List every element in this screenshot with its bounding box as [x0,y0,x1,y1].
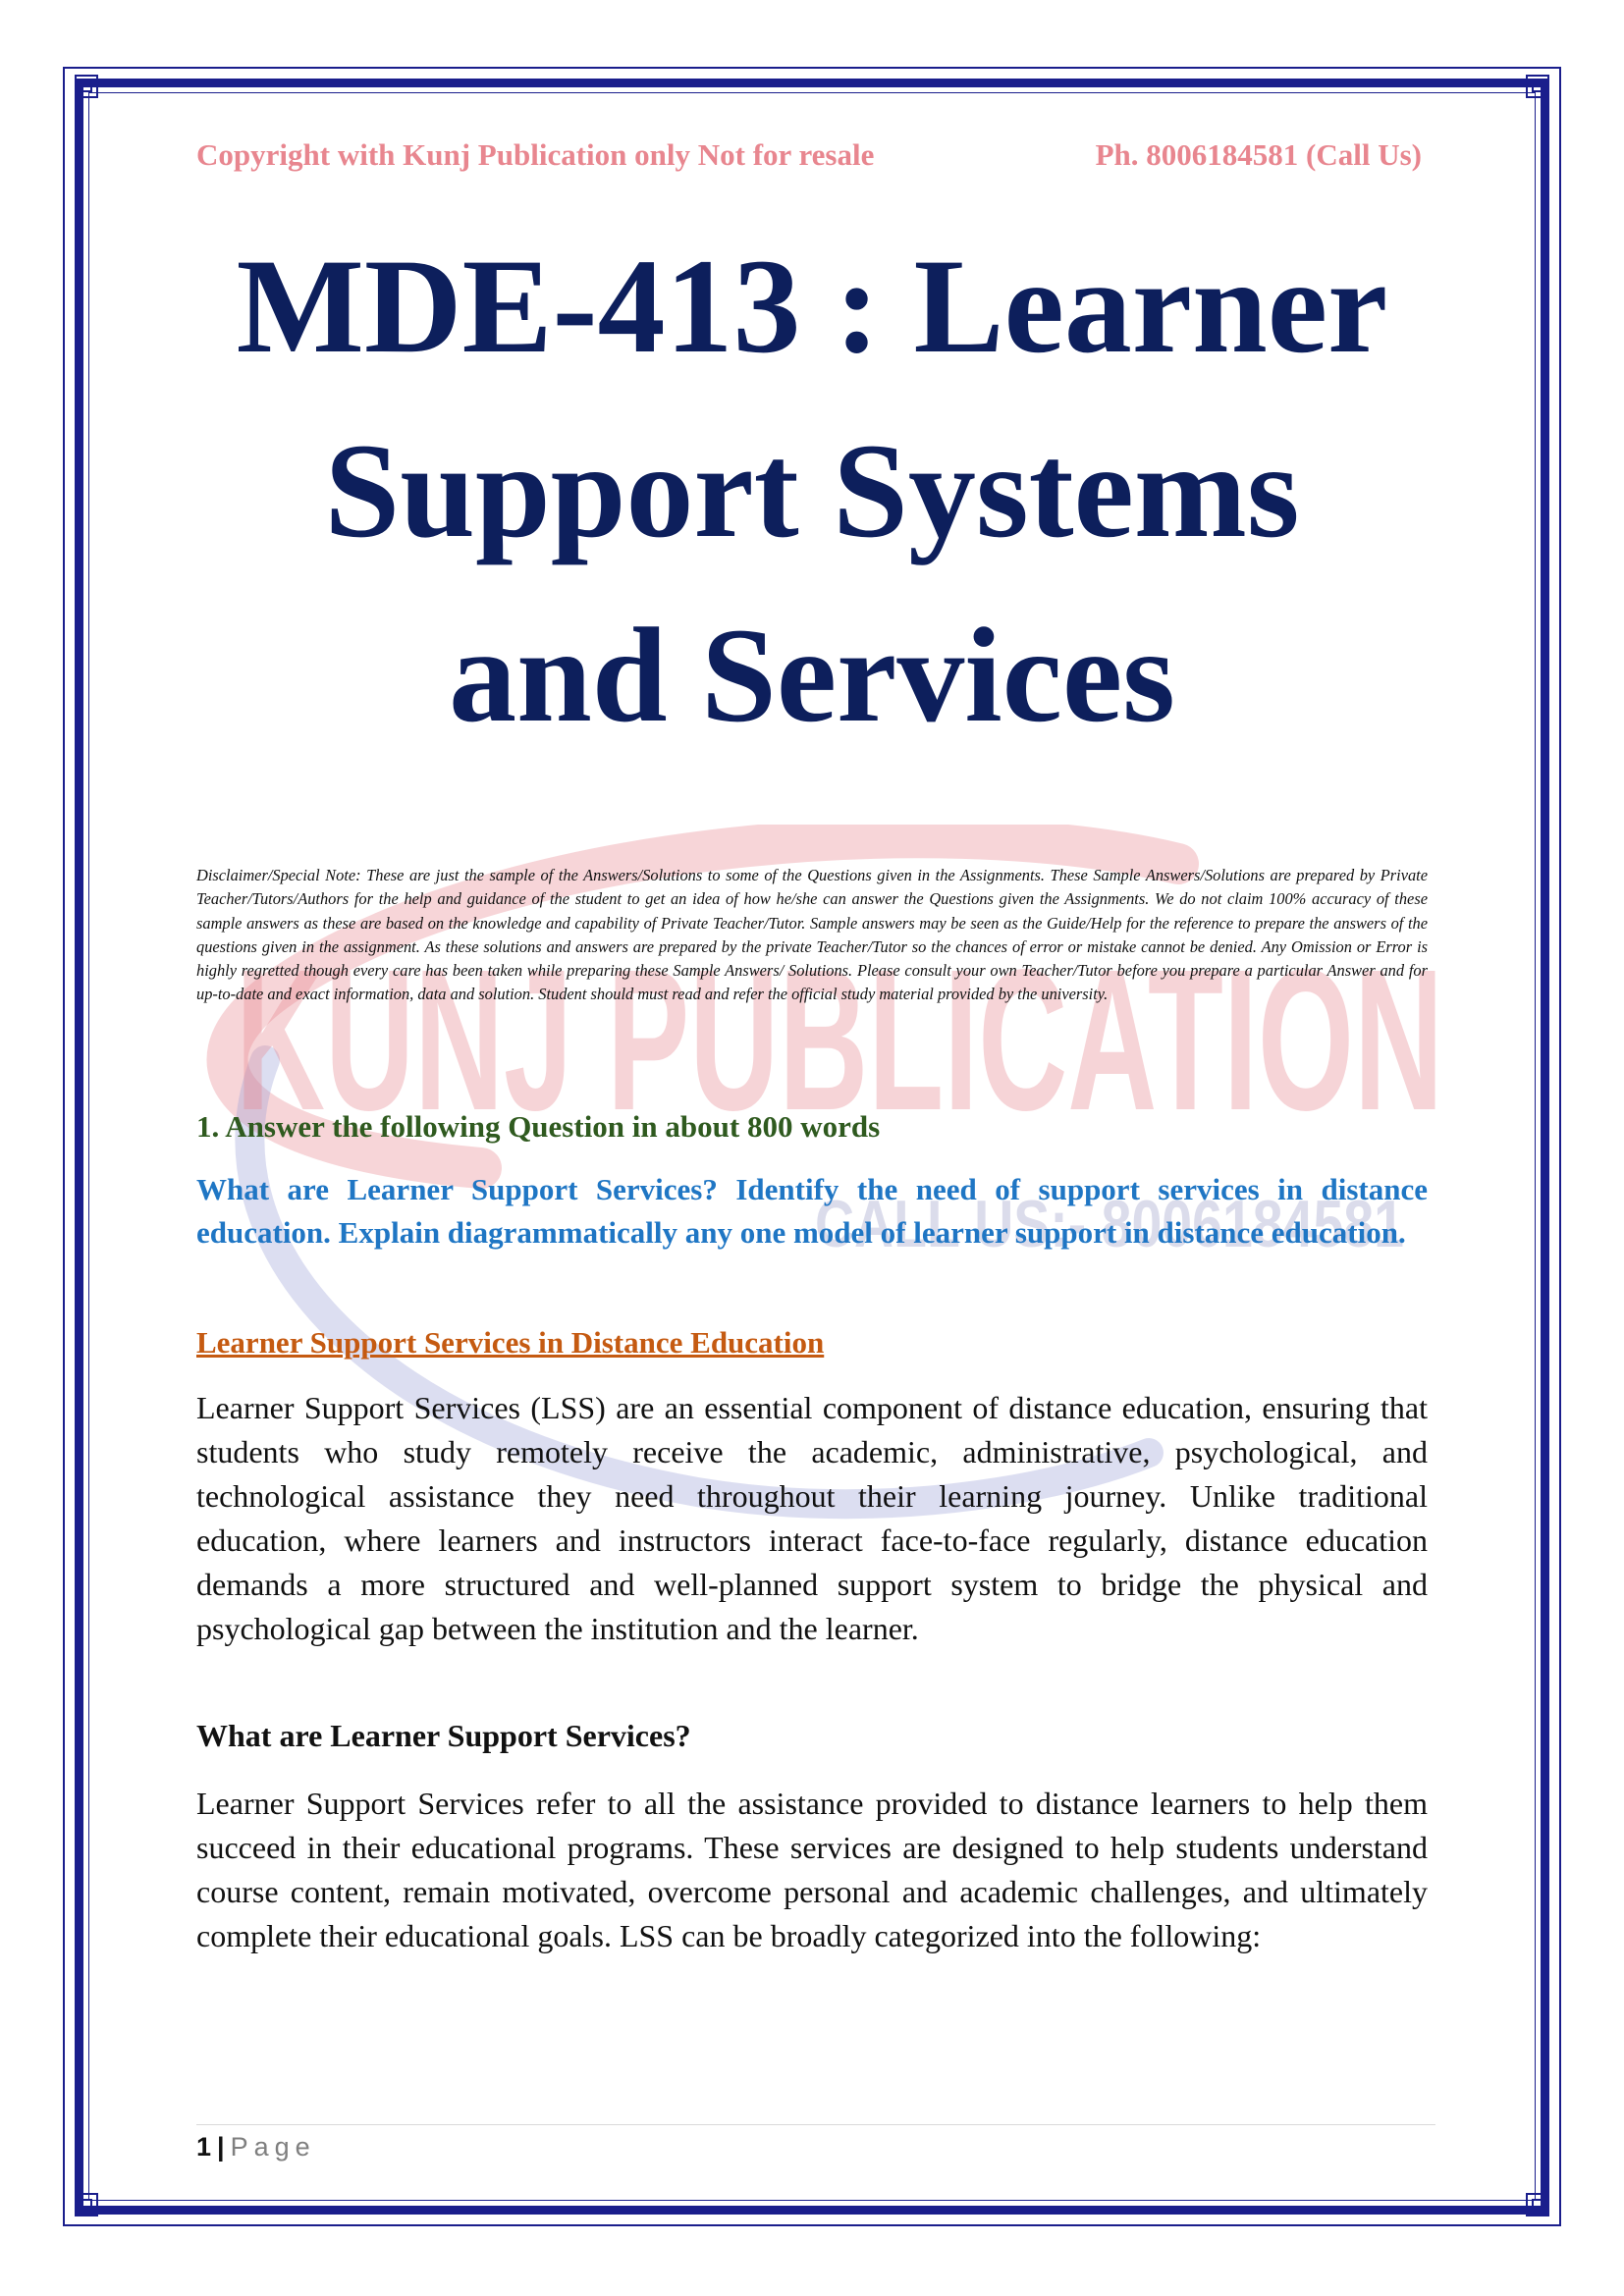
watermark-call: CALL US:- 8006184581 [815,1187,1404,1261]
watermark-brand: KUNJ PUBLICATION [236,928,1443,1152]
question-text: What are Learner Support Services? Identify the need of support services in distance education. Explain diagrammatically any one model of learner support in distance education. [196,1172,1428,1250]
disclaimer-note: Disclaimer/Special Note: These are just the sample of the Answers/Solutions to some of the Questions given in the Assignments. These Sample Answers/Solutions are prepared by Private Teacher/Tutors/Authors for the help and guidance of the student to get an idea of how he/she can answer the Questions given the Assignments. We do not claim 100% accuracy of these sample answers as these are based on the knowledge and capability of Private Teacher/Tutor. Sample answers may be seen as the Guide/Help for the reference to prepare the answers of the questions given in the assignment. As these solutions and answers are prepared by the private Teacher/Tutor so the chances of error or mistake cannot be denied. Any Omission or Error is highly regretted though every care has been taken while preparing these Sample Answers/ Solutions. Please consult your own Teacher/Tutor before you prepare a particular Answer and for up-to-date and exact information, data and solution. Student should must read and refer the official study material provided by the university. [196,866,1428,1004]
page-footer [196,2132,316,2163]
corner-ornament-icon [70,70,103,103]
footer-divider [196,2124,1435,2125]
corner-ornament-icon [70,2188,103,2221]
title-line-1: MDE-413 : Learner [236,231,1388,381]
copyright-text: Copyright with Kunj Publication only Not for resale [196,137,875,172]
section-title: Learner Support Services in Distance Education [196,1325,825,1360]
page-number: 1 [196,2132,212,2162]
title-line-2: Support Systems [324,415,1300,565]
corner-ornament-icon [1521,2188,1554,2221]
subheading: What are Learner Support Services? [196,1718,691,1753]
corner-ornament-icon [1521,70,1554,103]
footer-separator: | [217,2132,225,2162]
body-paragraph: Learner Support Services (LSS) are an essential component of distance education, ensuring that students who study remotely receive the academic, administrative, psychological, and technological assistance they need throughout their learning journey. Unlike traditional education, where learners and instructors interact face-to-face regularly, distance education demands a more structured and well-planned support system to bridge the physical and psychological gap between the institution and the learner. [196,1390,1428,1646]
page-title [147,214,1477,768]
copyright-line [196,137,1428,173]
question-heading: 1. Answer the following Question in about 800 words [196,1109,881,1144]
body-paragraph: Learner Support Services refer to all the assistance provided to distance learners to help them succeed in their educational programs. These services are designed to help students understand course content, remain motivated, overcome personal and academic challenges, and ultimately complete their educational goals. LSS can be broadly categorized into the following: [196,1786,1428,1953]
page-label: Page [230,2132,316,2162]
title-line-3: and Services [449,600,1175,750]
phone-text: Ph. 8006184581 (Call Us) [1095,137,1422,172]
